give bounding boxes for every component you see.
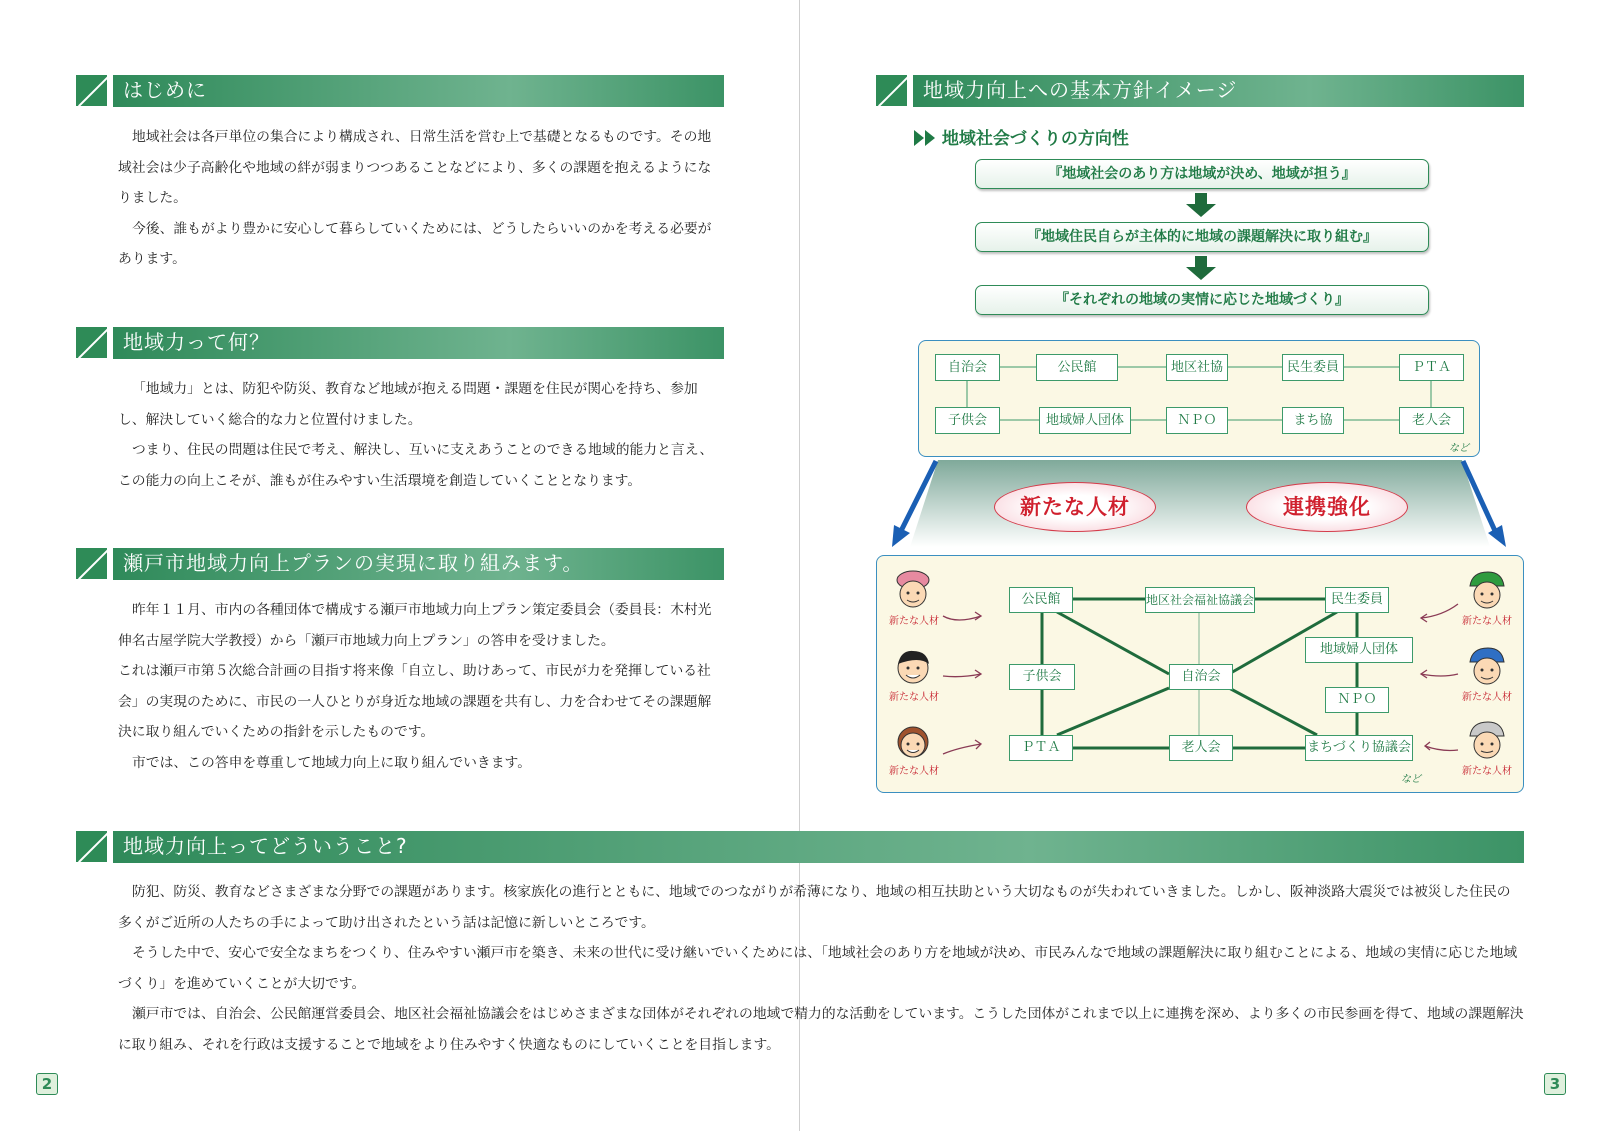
future-network-panel xyxy=(876,555,1524,793)
page-number-left: 2 xyxy=(36,1073,58,1095)
page-number-right: 3 xyxy=(1544,1073,1566,1095)
bottom-paragraph: そうした中で、安心で安全なまちをつくり、住みやすい瀬戸市を築き、未来の世代に受け継いでいくためには、「地域社会のあり方を地域が決め、市民みんなで地域の課題解決に取り組むことによる、地域の実情に応じた地域づくり」を進めていくことが大切です。 xyxy=(118,945,1518,992)
plan-paragraph: これは瀬戸市第５次総合計画の目指す将来像「自立し、助けあって、市民が力を発揮している社会」の実現のために、市民の一人ひとりが身近な地域の課題を共有し、力を合わせてその課題解決に取り組んでいくための指針を示したものです。 xyxy=(118,663,712,741)
person-face-icon xyxy=(889,718,939,762)
what-paragraph: 「地域力」とは、防犯や防災、教育など地域が抱える問題・課題を住民が関心を持ち、参加し、解決していく総合的な力と位置付けました。 xyxy=(118,381,698,428)
person-face-icon xyxy=(1462,568,1512,612)
person-girl xyxy=(889,718,939,776)
network-node-jichikai: 自治会 xyxy=(1169,664,1233,690)
org-node: ＮＰＯ xyxy=(1166,407,1228,434)
what-title: 地域力って何？ xyxy=(113,327,724,359)
person-label: 新たな人材 xyxy=(1462,692,1512,703)
flow-step-2: 『地域住民自らが主体的に地域の課題解決に取り組む』 xyxy=(975,222,1429,252)
plan-paragraph: 市では、この答申を尊重して地域力向上に取り組んでいきます。 xyxy=(132,754,532,771)
transition-funnel xyxy=(890,455,1510,555)
header-slash-icon xyxy=(876,75,907,106)
down-arrow-icon xyxy=(1186,193,1216,217)
network-node-fujin: 地域婦人団体 xyxy=(1305,637,1413,663)
intro-paragraph: 地域社会は各戸単位の集合により構成され、日常生活を営む上で基礎となるものです。その地域社会は少子高齢化や地域の絆が弱まりつつあることなどにより、多くの課題を抱えるようになりました。 xyxy=(118,129,712,207)
org-node: 地区社協 xyxy=(1166,354,1228,381)
direction-subtitle-text: 地域社会づくりの方向性 xyxy=(941,129,1129,149)
header-slash-icon xyxy=(76,548,107,579)
org-node: 子供会 xyxy=(935,407,1000,434)
plan-header xyxy=(76,548,724,580)
what-text xyxy=(118,374,723,496)
network-node-kodomo: 子供会 xyxy=(1009,664,1075,690)
org-node: 老人会 xyxy=(1399,407,1464,434)
network-node-minsei: 民生委員 xyxy=(1325,587,1389,613)
org-node: 地域婦人団体 xyxy=(1039,407,1131,434)
bottom-paragraph: 防犯、防災、教育などさまざまな分野での課題があります。核家族化の進行とともに、地域でのつながりが希薄になり、地域の相互扶助という大切なものが失われていきました。しかし、阪神淡路大震災では被災した住民の多くがご近所の人たちの手によって助け出されたという話は記憶に新しいところです。 xyxy=(118,884,1511,931)
header-slash-icon xyxy=(76,75,107,106)
plan-paragraph: 昨年１１月、市内の各種団体で構成する瀬戸市地域力向上プラン策定委員会（委員長：木村光伸名古屋学院大学教授）から「瀬戸市地域力向上プラン」の答申を受けました。 xyxy=(118,602,712,649)
person-label: 新たな人材 xyxy=(1462,766,1512,777)
person-label: 新たな人材 xyxy=(889,766,939,777)
person-face-icon xyxy=(1462,718,1512,762)
current-organizations-panel xyxy=(918,340,1480,457)
header-slash-icon xyxy=(76,327,107,358)
header-slash-icon xyxy=(76,831,107,862)
intro-title: はじめに xyxy=(113,75,724,107)
org-node: ＰＴＡ xyxy=(1399,354,1464,381)
person-face-icon xyxy=(889,644,939,688)
org-node: まち協 xyxy=(1282,407,1344,434)
flow-step-3: 『それぞれの地域の実情に応じた地域づくり』 xyxy=(975,285,1429,315)
org-node: 自治会 xyxy=(935,354,1000,381)
bottom-header xyxy=(76,831,1524,863)
bottom-title: 地域力向上ってどういうこと? xyxy=(113,831,1524,863)
direction-subtitle xyxy=(914,124,1129,149)
network-node-chiku: 地区社会福祉協議会 xyxy=(1145,587,1255,613)
org-node: 民生委員 xyxy=(1282,354,1344,381)
person-green-cap xyxy=(1462,568,1512,626)
collaboration-ellipse: 連携強化 xyxy=(1246,482,1408,532)
what-header xyxy=(76,327,724,359)
nado-label: など xyxy=(1401,774,1421,785)
bottom-text xyxy=(118,877,1524,1061)
person-face-icon xyxy=(889,568,939,612)
policy-header xyxy=(876,75,1524,107)
person-face-icon xyxy=(1462,644,1512,688)
person-grey-cap xyxy=(1462,718,1512,776)
plan-text xyxy=(118,595,723,779)
new-talent-ellipse: 新たな人材 xyxy=(994,482,1156,532)
double-arrow-icon xyxy=(914,130,924,146)
person-label: 新たな人材 xyxy=(1462,616,1512,627)
nado-label: など xyxy=(1449,443,1469,454)
network-node-kominkan: 公民館 xyxy=(1009,587,1073,613)
person-man xyxy=(889,644,939,702)
what-paragraph: つまり、住民の問題は住民で考え、解決し、互いに支えあうことのできる地域的能力と言え、この能力の向上こそが、誰もが住みやすい生活環境を創造していくこととなります。 xyxy=(118,442,714,489)
flow-step-1: 『地域社会のあり方は地域が決め、地域が担う』 xyxy=(975,159,1429,189)
person-label: 新たな人材 xyxy=(889,616,939,627)
down-arrow-icon xyxy=(1186,256,1216,280)
network-node-npo: ＮＰＯ xyxy=(1325,687,1389,713)
double-arrow-icon xyxy=(925,130,935,146)
person-blue-cap xyxy=(1462,644,1512,702)
intro-header xyxy=(76,75,724,107)
policy-title: 地域力向上への基本方針イメージ xyxy=(913,75,1524,107)
bottom-paragraph: 瀬戸市では、自治会、公民館運営委員会、地区社会福祉協議会をはじめさまざまな団体がそれぞれの地域で精力的な活動をしています。こうした団体がこれまで以上に連携を深め、より多くの市民参画を得て、地域の課題解決に取り組み、それを行政は支援することで地域をより住みやすく快適なものにしていくことを目指します。 xyxy=(118,1006,1524,1053)
network-node-pta: ＰＴＡ xyxy=(1009,735,1073,761)
intro-paragraph: 今後、誰もがより豊かに安心して暮らしていくためには、どうしたらいいのかを考える必要があります。 xyxy=(118,220,712,268)
intro-text xyxy=(118,122,723,275)
network-node-rojin: 老人会 xyxy=(1169,735,1233,761)
plan-title: 瀬戸市地域力向上プランの実現に取り組みます。 xyxy=(113,548,724,580)
org-node: 公民館 xyxy=(1036,354,1118,381)
person-label: 新たな人材 xyxy=(889,692,939,703)
person-woman-hat xyxy=(889,568,939,626)
network-node-machi: まちづくり協議会 xyxy=(1305,735,1413,761)
